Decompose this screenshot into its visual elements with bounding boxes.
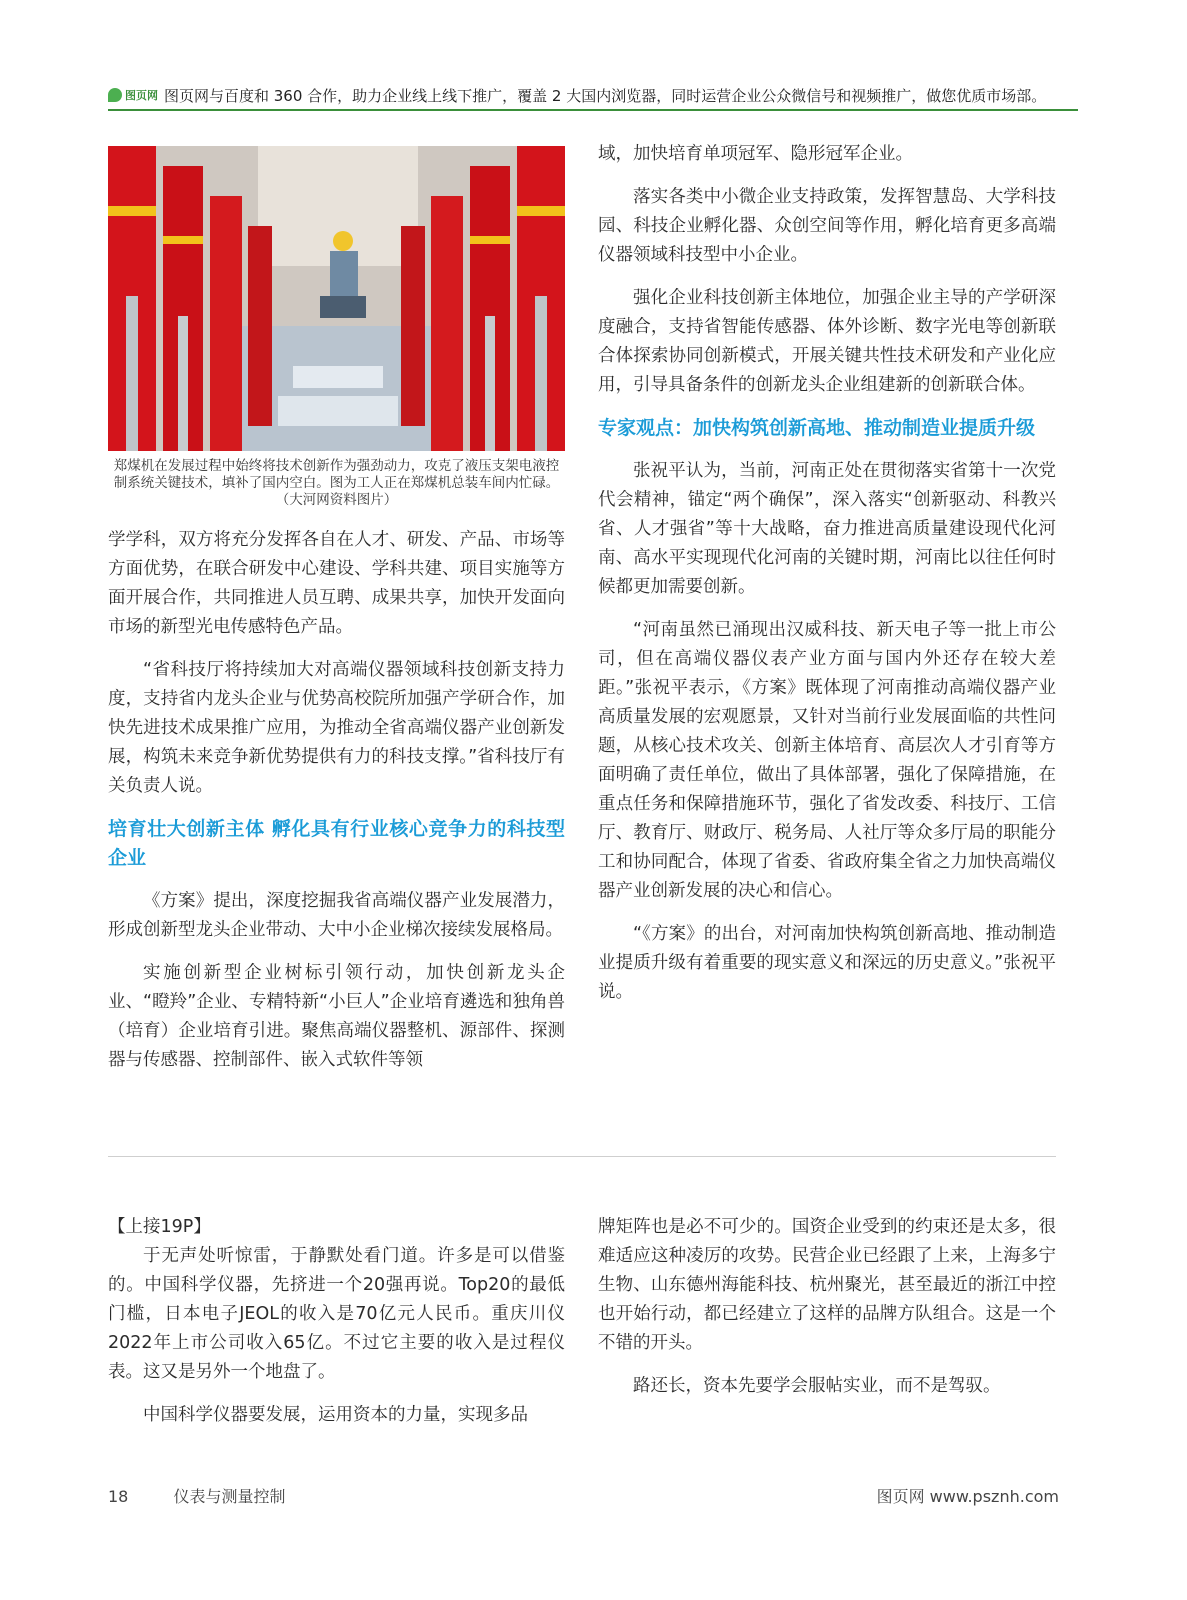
page-number: 18 xyxy=(108,1487,129,1506)
paragraph: 于无声处听惊雷，于静默处看门道。许多是可以借鉴的。中国科学仪器，先挤进一个20强再说。Top20的最低门槛，日本电子JEOL的收入是70亿元人民币。重庆川仪2022年上市公司收入65亿。不过它主要的收入是过程仪表。这又是另外一个地盘了。 xyxy=(108,1246,565,1382)
paragraph: “省科技厅将持续加大对高端仪器领域科技创新支持力度，支持省内龙头企业与优势高校院所加强产学研合作，加快先进技术成果推广应用，为推动全省高端仪器产业创新发展，构筑未来竞争新优势提供有力的科技支撑。”省科技厅有关负责人说。 xyxy=(108,660,565,796)
paragraph: 域，加快培育单项冠军、隐形冠军企业。 xyxy=(598,144,913,164)
top-banner xyxy=(108,82,1078,108)
paragraph: 中国科学仪器要发展，运用资本的力量，实现多品 xyxy=(143,1405,528,1425)
paragraph: 路还长，资本先要学会服帖实业，而不是驾驭。 xyxy=(633,1376,1001,1396)
paragraph: 张祝平认为，当前，河南正处在贯彻落实省第十一次党代会精神，锚定“两个确保”，深入落实“创新驱动、科教兴省、人才强省”等十大战略，奋力推进高质量建设现代化河南、高水平实现现代化河南的关键时期，河南比以往任何时候都更加需要创新。 xyxy=(598,461,1056,597)
section-heading: 培育壮大创新主体 孵化具有行业核心竞争力的科技型企业 xyxy=(108,818,565,869)
paragraph: 实施创新型企业树标引领行动，加快创新龙头企业、“瞪羚”企业、专精特新“小巨人”企业培育遴选和独角兽（培育）企业培育引进。聚焦高端仪器整机、源部件、探测器与传感器、控制部件、嵌入式软件等领 xyxy=(108,963,565,1070)
article-column-bottom-right xyxy=(598,1213,1056,1415)
banner-text: 图页网与百度和 360 合作，助力企业线上线下推广，覆盖 2 大国内浏览器，同时运营企业公众微信号和视频推广，做您优质市场部。 xyxy=(164,86,1047,105)
paragraph: 落实各类中小微企业支持政策，发挥智慧岛、大学科技园、科技企业孵化器、众创空间等作用，孵化培育更多高端仪器领域科技型中小企业。 xyxy=(598,187,1056,265)
leaf-icon xyxy=(108,88,122,102)
paragraph: 《方案》提出，深度挖掘我省高端仪器产业发展潜力，形成创新型龙头企业带动、大中小企业梯次接续发展格局。 xyxy=(108,891,565,940)
paragraph: “河南虽然已涌现出汉威科技、新天电子等一批上市公司，但在高端仪器仪表产业方面与国内外还存在较大差距。”张祝平表示，《方案》既体现了河南推动高端仪器产业高质量发展的宏观愿景，又针对当前行业发展面临的共性问题，从核心技术攻关、创新主体培育、高层次人才引育等方面明确了责任单位，做出了具体部署，强化了保障措施，在重点任务和保障措施环节，强化了省发改委、科技厅、工信厅、教育厅、财政厅、税务局、人社厅等众多厅局的职能分工和协同配合，体现了省委、省政府集全省之力加快高端仪器产业创新发展的决心和信心。 xyxy=(598,620,1056,901)
photo-caption: 郑煤机在发展过程中始终将技术创新作为强劲动力，攻克了液压支架电液控制系统关键技术，填补了国内空白。图为工人正在郑煤机总装车间内忙碌。（大河网资料图片） xyxy=(113,458,560,508)
paragraph: “《方案》的出台，对河南加快构筑创新高地、推动制造业提质升级有着重要的现实意义和深远的历史意义。”张祝平说。 xyxy=(598,924,1056,1002)
site-logo[interactable] xyxy=(108,87,158,103)
factory-photo-illustration xyxy=(108,146,565,451)
banner-divider xyxy=(108,109,1078,111)
magazine-name: 仪表与测量控制 xyxy=(173,1487,286,1506)
paragraph: 学学科，双方将充分发挥各自在人才、研发、产品、市场等方面优势，在联合研发中心建设、学科共建、项目实施等方面开展合作，共同推进人员互聘、成果共享，加快开发面向市场的新型光电传感特色产品。 xyxy=(108,530,565,637)
section-divider xyxy=(108,1156,1056,1157)
logo-text: 图页网 xyxy=(125,89,158,102)
article-column-top-left xyxy=(108,526,565,1089)
footer-site[interactable]: 图页网 www.psznh.com xyxy=(876,1487,1059,1506)
section-heading: 专家观点：加快构筑创新高地、推动制造业提质升级 xyxy=(598,417,1036,439)
article-column-bottom-left xyxy=(108,1213,565,1444)
paragraph: 牌矩阵也是必不可少的。国资企业受到的约束还是太多，很难适应这种凌厉的攻势。民营企业已经跟了上来，上海多宁生物、山东德州海能科技、杭州聚光，甚至最近的浙江中控也开始行动，都已经建立了这样的品牌方队组合。这是一个不错的开头。 xyxy=(598,1217,1056,1353)
article-column-top-right xyxy=(598,140,1056,1021)
footer-left xyxy=(108,1484,285,1507)
factory-photo xyxy=(108,146,565,451)
paragraph: 强化企业科技创新主体地位，加强企业主导的产学研深度融合，支持省智能传感器、体外诊断、数字光电等创新联合体探索协同创新模式，开展关键共性技术研发和产业化应用，引导具备条件的创新龙头企业组建新的创新联合体。 xyxy=(598,288,1056,395)
continued-from-label: 【上接19P】 xyxy=(108,1217,211,1237)
